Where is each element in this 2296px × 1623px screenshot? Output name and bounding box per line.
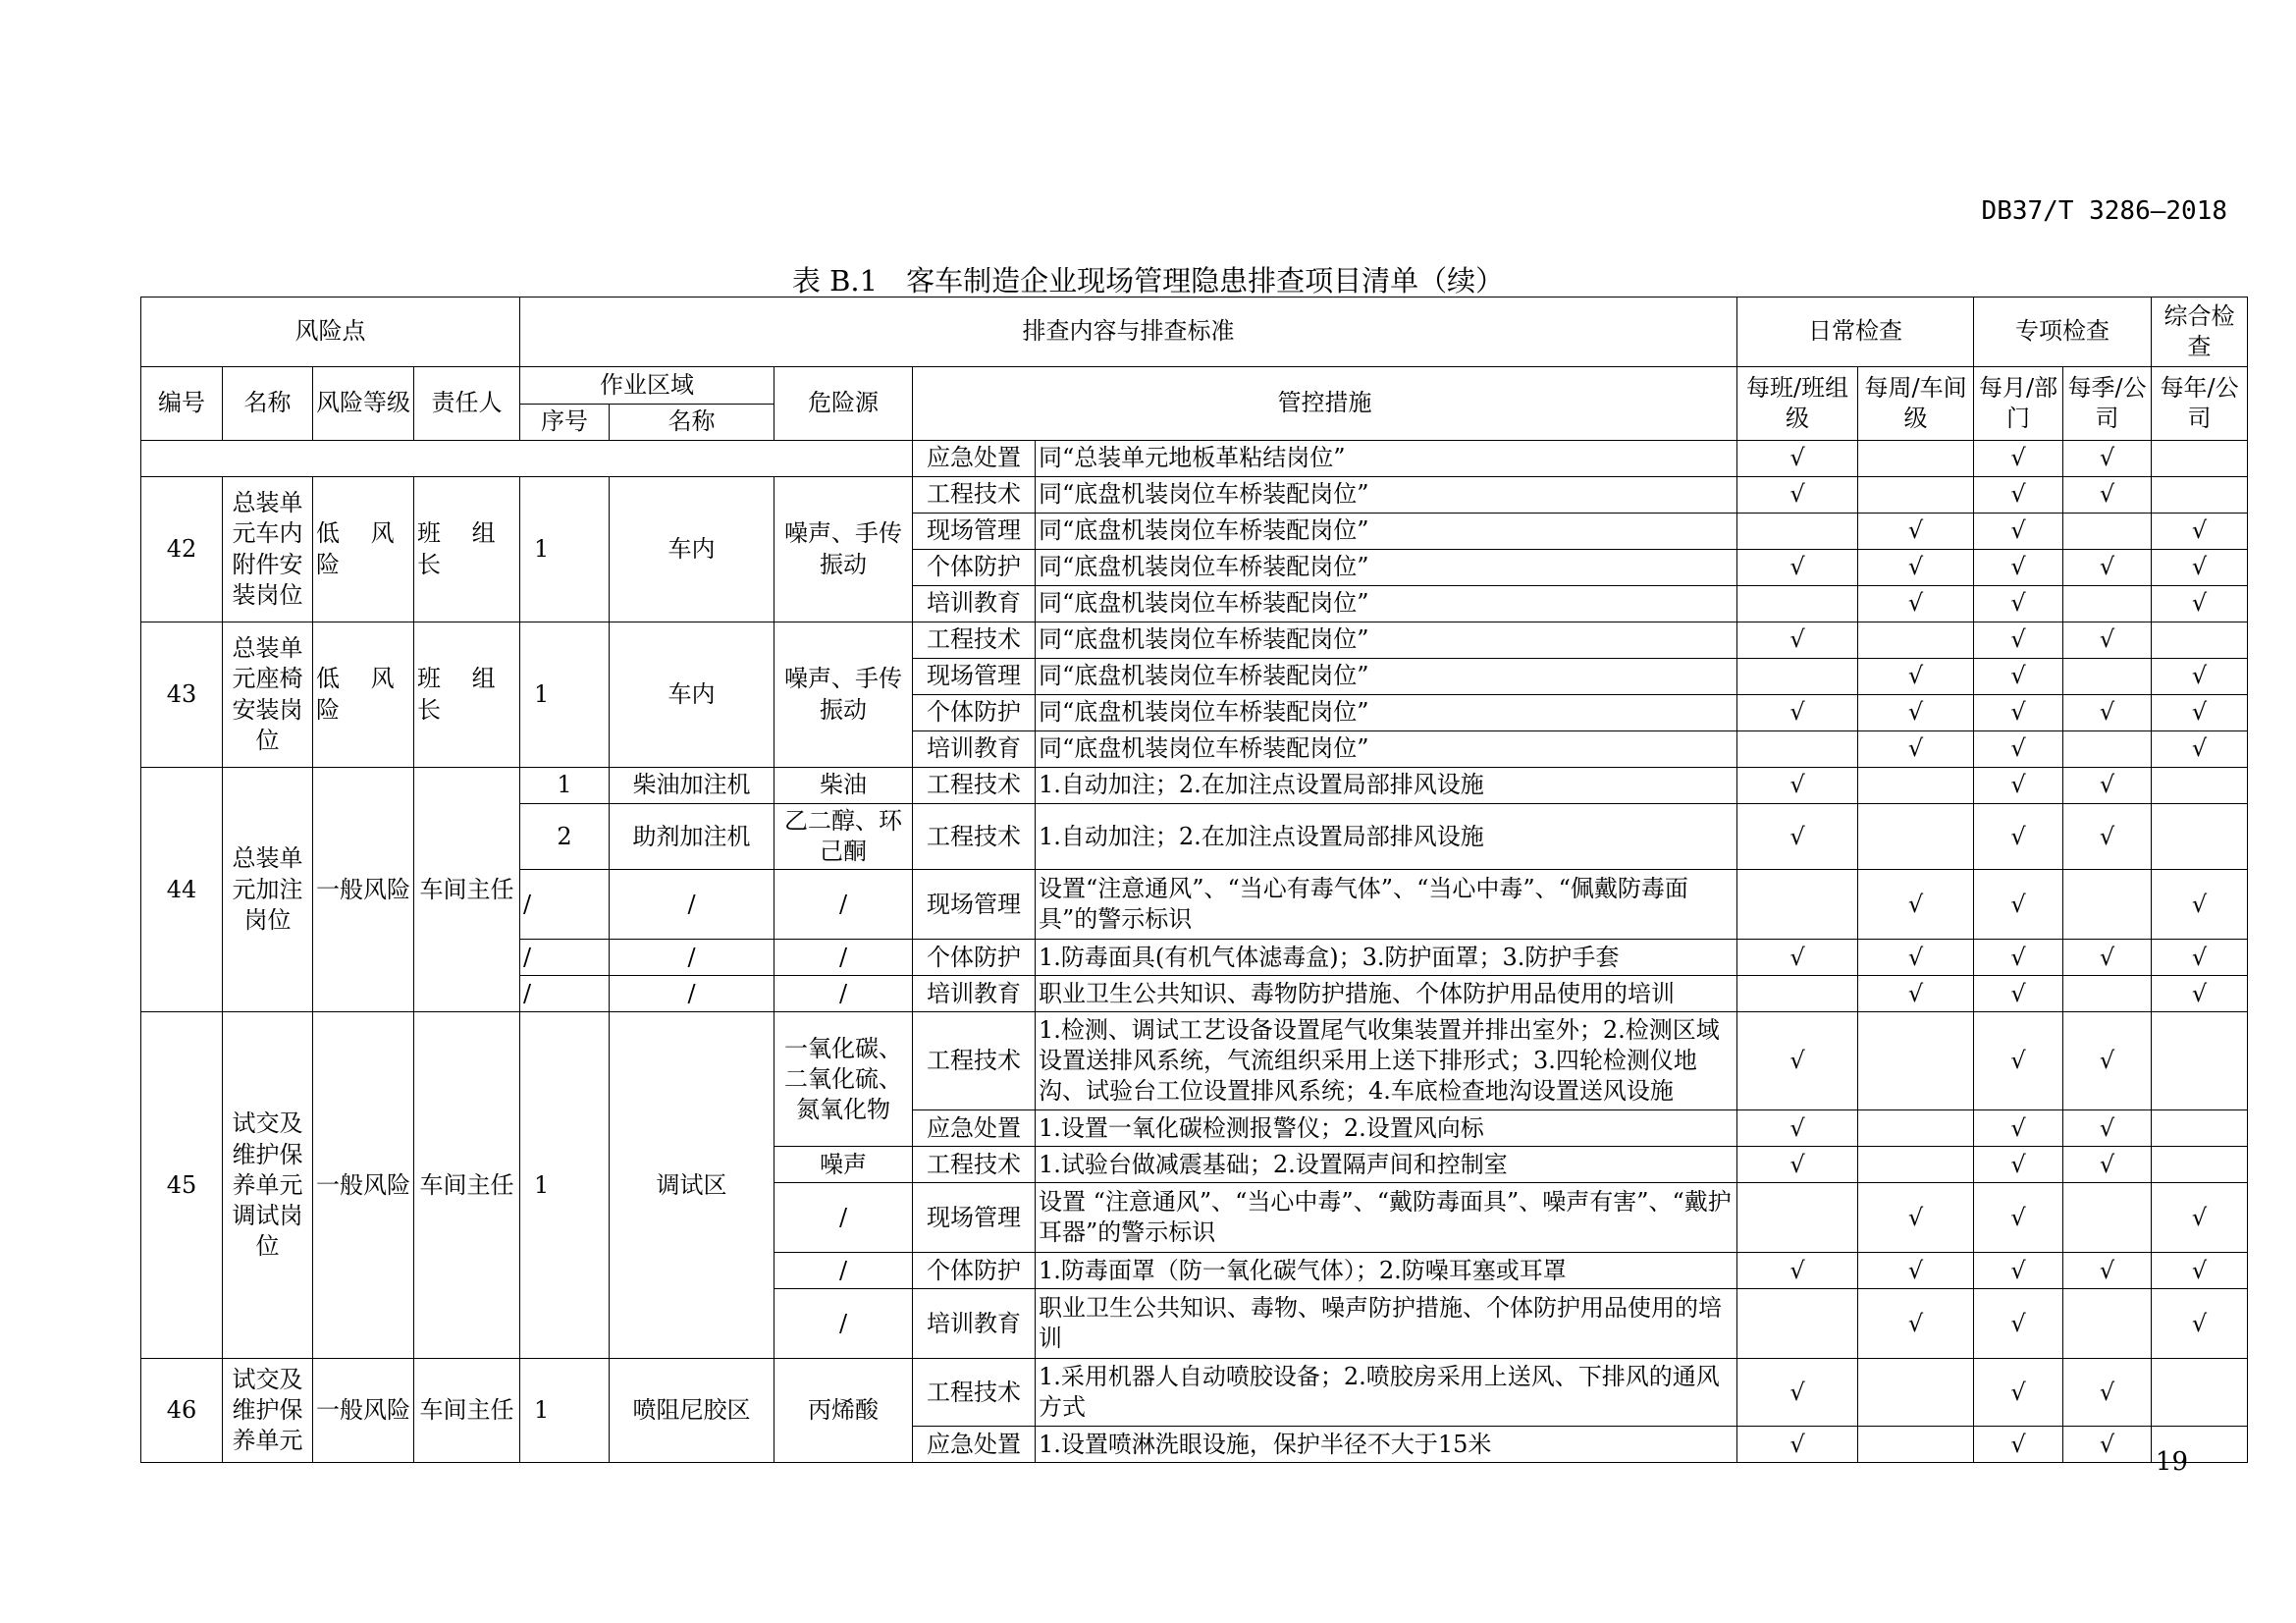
area-name: 喷阻尼胶区 [610, 1359, 774, 1463]
table-row [141, 441, 2248, 477]
header-per-month: 每月/部门 [1974, 367, 2063, 441]
check-cell: √ [1737, 1012, 1858, 1110]
check-cell: √ [2063, 1427, 2152, 1463]
check-cell: √ [1858, 1183, 1974, 1253]
hazard-source: 柴油 [774, 768, 913, 804]
measure-text: 1.设置一氧化碳检测报警仪；2.设置风向标 [1036, 1110, 1737, 1147]
table-row [141, 1012, 2248, 1110]
check-cell: √ [1737, 804, 1858, 870]
measure-type: 培训教育 [913, 731, 1036, 768]
check-cell [2152, 1110, 2248, 1147]
measure-type: 个体防护 [913, 1253, 1036, 1289]
check-cell: √ [1737, 940, 1858, 976]
check-cell: √ [1974, 1253, 2063, 1289]
check-cell [1858, 1359, 1974, 1427]
check-cell: √ [1974, 976, 2063, 1012]
check-cell: √ [2152, 695, 2248, 731]
responsible-person: 班 组 长 [414, 622, 520, 768]
responsible-person: 车间主任 [414, 768, 520, 1012]
measure-text: 1.防毒面具(有机气体滤毒盒)；3.防护面罩；3.防护手套 [1036, 940, 1737, 976]
measure-text: 同“底盘机装岗位车桥装配岗位” [1036, 550, 1737, 586]
check-cell: √ [2063, 1110, 2152, 1147]
check-cell [2152, 477, 2248, 514]
measure-text: 同“底盘机装岗位车桥装配岗位” [1036, 477, 1737, 514]
measure-text: 1.试验台做减震基础；2.设置隔声间和控制室 [1036, 1147, 1737, 1183]
check-cell: √ [1737, 441, 1858, 477]
measure-text: 同“底盘机装岗位车桥装配岗位” [1036, 514, 1737, 550]
check-cell: √ [2152, 659, 2248, 695]
measure-text: 同“底盘机装岗位车桥装配岗位” [1036, 659, 1737, 695]
check-cell: √ [1974, 804, 2063, 870]
check-cell: √ [1974, 695, 2063, 731]
area-seq: / [520, 870, 610, 940]
point-number: 46 [141, 1359, 223, 1463]
check-cell [2063, 1183, 2152, 1253]
check-cell [1858, 622, 1974, 659]
check-cell: √ [1974, 477, 2063, 514]
measure-text: 设置 “注意通风”、“当心中毒”、“戴防毒面具”、噪声有害”、“戴护耳器”的警示标识 [1036, 1183, 1737, 1253]
check-cell: √ [1858, 976, 1974, 1012]
measure-text: 同“底盘机装岗位车桥装配岗位” [1036, 586, 1737, 622]
check-cell [1858, 1012, 1974, 1110]
check-cell: √ [2152, 870, 2248, 940]
check-cell: √ [2152, 586, 2248, 622]
measure-text: 同“底盘机装岗位车桥装配岗位” [1036, 731, 1737, 768]
check-cell: √ [2063, 1147, 2152, 1183]
measure-type: 个体防护 [913, 695, 1036, 731]
area-name: / [610, 940, 774, 976]
check-cell [1858, 1147, 1974, 1183]
area-seq: / [520, 940, 610, 976]
area-name: / [610, 976, 774, 1012]
point-number: 45 [141, 1012, 223, 1359]
check-cell [2152, 804, 2248, 870]
table-title: 表 B.1 客车制造企业现场管理隐患排查项目清单（续） [791, 264, 1505, 298]
check-cell: √ [2152, 514, 2248, 550]
responsible-person: 班 组 长 [414, 477, 520, 622]
point-name: 总装单元座椅安装岗位 [223, 622, 313, 768]
check-cell: √ [2063, 441, 2152, 477]
check-cell: √ [2063, 768, 2152, 804]
measure-text: 同“底盘机装岗位车桥装配岗位” [1036, 695, 1737, 731]
header-comprehensive-check: 综合检查 [2152, 298, 2248, 367]
check-cell: √ [1858, 550, 1974, 586]
check-cell: √ [1858, 1253, 1974, 1289]
measure-type: 个体防护 [913, 550, 1036, 586]
measure-text: 1.防毒面罩（防一氧化碳气体）；2.防噪耳塞或耳罩 [1036, 1253, 1737, 1289]
check-cell [1737, 870, 1858, 940]
measure-type: 工程技术 [913, 1147, 1036, 1183]
check-cell [1737, 976, 1858, 1012]
check-cell: √ [1737, 695, 1858, 731]
check-cell: √ [1974, 1183, 2063, 1253]
document-code: DB37/T 3286—2018 [1981, 196, 2227, 226]
table-row [141, 477, 2248, 514]
check-cell [2152, 1147, 2248, 1183]
check-cell [1737, 731, 1858, 768]
check-cell [2063, 731, 2152, 768]
risk-level: 一般风险 [313, 1359, 414, 1463]
page-number: 19 [2155, 1447, 2188, 1477]
check-cell: √ [1974, 870, 2063, 940]
check-cell: √ [2152, 1289, 2248, 1359]
header-daily-check: 日常检查 [1737, 298, 1974, 367]
header-row-2 [141, 367, 2248, 405]
header-special-check: 专项检查 [1974, 298, 2152, 367]
check-cell [2063, 514, 2152, 550]
check-cell: √ [1974, 1289, 2063, 1359]
measure-type: 现场管理 [913, 870, 1036, 940]
area-seq: / [520, 976, 610, 1012]
check-cell: √ [2063, 477, 2152, 514]
risk-level: 一般风险 [313, 1012, 414, 1359]
point-name: 总装单元车内附件安装岗位 [223, 477, 313, 622]
check-cell: √ [2152, 940, 2248, 976]
risk-level: 低 风 险 [313, 477, 414, 622]
measure-text: 职业卫生公共知识、毒物防护措施、个体防护用品使用的培训 [1036, 976, 1737, 1012]
measure-text: 1.采用机器人自动喷胶设备；2.喷胶房采用上送风、下排风的通风方式 [1036, 1359, 1737, 1427]
header-work-area: 作业区域 [520, 367, 774, 405]
check-cell: √ [2152, 1253, 2248, 1289]
header-hazard-source: 危险源 [774, 367, 913, 441]
check-cell: √ [1974, 940, 2063, 976]
header-inspection-content: 排查内容与排查标准 [520, 298, 1737, 367]
area-seq: 1 [520, 768, 610, 804]
check-cell: √ [1974, 586, 2063, 622]
hazard-source: 乙二醇、环己酮 [774, 804, 913, 870]
area-name: 调试区 [610, 1012, 774, 1359]
hazard-checklist-table [140, 297, 2248, 1463]
check-cell [1858, 1110, 1974, 1147]
area-name: / [610, 870, 774, 940]
table-row [141, 1359, 2248, 1427]
measure-type: 培训教育 [913, 976, 1036, 1012]
header-risk-level: 风险等级 [313, 367, 414, 441]
check-cell [1737, 1183, 1858, 1253]
check-cell: √ [1858, 659, 1974, 695]
header-name: 名称 [223, 367, 313, 441]
measure-type: 现场管理 [913, 1183, 1036, 1253]
check-cell [1737, 1289, 1858, 1359]
check-cell: √ [1974, 1427, 2063, 1463]
measure-text: 1.自动加注；2.在加注点设置局部排风设施 [1036, 804, 1737, 870]
check-cell: √ [1737, 1427, 1858, 1463]
measure-text: 1.设置喷淋洗眼设施，保护半径不大于15米 [1036, 1427, 1737, 1463]
measure-type: 培训教育 [913, 1289, 1036, 1359]
check-cell [2152, 1012, 2248, 1110]
area-seq: 2 [520, 804, 610, 870]
check-cell: √ [1737, 1359, 1858, 1427]
responsible-person: 车间主任 [414, 1012, 520, 1359]
check-cell [1858, 1427, 1974, 1463]
header-per-week: 每周/车间级 [1858, 367, 1974, 441]
check-cell [2152, 441, 2248, 477]
check-cell: √ [1737, 622, 1858, 659]
area-name: 车内 [610, 622, 774, 768]
check-cell: √ [1858, 514, 1974, 550]
measure-text: 同“总装单元地板革粘结岗位” [1036, 441, 1737, 477]
check-cell: √ [1858, 731, 1974, 768]
check-cell [1737, 514, 1858, 550]
check-cell: √ [1858, 586, 1974, 622]
check-cell [2152, 622, 2248, 659]
check-cell: √ [2063, 804, 2152, 870]
point-number: 43 [141, 622, 223, 768]
risk-level: 一般风险 [313, 768, 414, 1012]
check-cell [2063, 1289, 2152, 1359]
measure-type: 工程技术 [913, 1359, 1036, 1427]
header-responsible: 责任人 [414, 367, 520, 441]
check-cell [2063, 659, 2152, 695]
measure-text: 1.检测、调试工艺设备设置尾气收集装置并排出室外；2.检测区域设置送排风系统，气流组织采用上送下排形式；3.四轮检测仪地沟、试验台工位设置排风系统；4.车底检查地沟设置送风设施 [1036, 1012, 1737, 1110]
hazard-source: / [774, 940, 913, 976]
table-row [141, 622, 2248, 659]
point-name: 总装单元加注岗位 [223, 768, 313, 1012]
hazard-source: 噪声 [774, 1147, 913, 1183]
measure-type: 工程技术 [913, 768, 1036, 804]
measure-type: 现场管理 [913, 659, 1036, 695]
check-cell: √ [1858, 695, 1974, 731]
area-name: 车内 [610, 477, 774, 622]
check-cell: √ [2063, 940, 2152, 976]
header-per-quarter: 每季/公司 [2063, 367, 2152, 441]
check-cell: √ [2063, 695, 2152, 731]
check-cell: √ [2063, 622, 2152, 659]
measure-text: 职业卫生公共知识、毒物、噪声防护措施、个体防护用品使用的培训 [1036, 1289, 1737, 1359]
hazard-source: 噪声、手传振动 [774, 622, 913, 768]
check-cell: √ [1974, 441, 2063, 477]
header-number: 编号 [141, 367, 223, 441]
point-name: 试交及维护保养单元 [223, 1359, 313, 1463]
area-seq: 1 [520, 622, 610, 768]
check-cell: √ [2152, 976, 2248, 1012]
check-cell: √ [1737, 1253, 1858, 1289]
header-area-name: 名称 [610, 404, 774, 441]
check-cell: √ [1974, 731, 2063, 768]
measure-text: 设置“注意通风”、“当心有毒气体”、“当心中毒”、“佩戴防毒面具”的警示标识 [1036, 870, 1737, 940]
risk-level: 低 风 险 [313, 622, 414, 768]
check-cell: √ [2063, 550, 2152, 586]
hazard-source: 噪声、手传振动 [774, 477, 913, 622]
measure-text: 同“底盘机装岗位车桥装配岗位” [1036, 622, 1737, 659]
check-cell [1858, 804, 1974, 870]
check-cell: √ [1974, 514, 2063, 550]
check-cell: √ [2152, 550, 2248, 586]
check-cell: √ [1858, 870, 1974, 940]
check-cell [1858, 441, 1974, 477]
header-per-year: 每年/公司 [2152, 367, 2248, 441]
check-cell: √ [1737, 1110, 1858, 1147]
continued-blank [141, 441, 913, 477]
measure-type: 应急处置 [913, 1427, 1036, 1463]
measure-type: 应急处置 [913, 441, 1036, 477]
measure-type: 工程技术 [913, 804, 1036, 870]
measure-type: 工程技术 [913, 477, 1036, 514]
check-cell: √ [1974, 550, 2063, 586]
area-seq: 1 [520, 1012, 610, 1359]
check-cell: √ [1974, 1012, 2063, 1110]
check-cell [2152, 1359, 2248, 1427]
hazard-source: / [774, 1253, 913, 1289]
area-seq: 1 [520, 477, 610, 622]
hazard-source: / [774, 1289, 913, 1359]
area-seq: 1 [520, 1359, 610, 1463]
check-cell: √ [1974, 1110, 2063, 1147]
check-cell: √ [1974, 768, 2063, 804]
check-cell: √ [2152, 1183, 2248, 1253]
table-row [141, 768, 2248, 804]
check-cell: √ [1737, 477, 1858, 514]
point-name: 试交及维护保养单元调试岗位 [223, 1012, 313, 1359]
measure-type: 个体防护 [913, 940, 1036, 976]
check-cell: √ [1974, 622, 2063, 659]
check-cell [1737, 586, 1858, 622]
check-cell: √ [2152, 731, 2248, 768]
measure-type: 现场管理 [913, 514, 1036, 550]
header-risk-point: 风险点 [141, 298, 520, 367]
area-name: 柴油加注机 [610, 768, 774, 804]
check-cell [1737, 659, 1858, 695]
header-row-1 [141, 298, 2248, 367]
check-cell [2063, 976, 2152, 1012]
check-cell: √ [1737, 768, 1858, 804]
check-cell: √ [2063, 1012, 2152, 1110]
check-cell [2152, 768, 2248, 804]
check-cell: √ [1858, 940, 1974, 976]
hazard-source: 一氧化碳、二氧化硫、氮氧化物 [774, 1012, 913, 1147]
header-seq: 序号 [520, 404, 610, 441]
responsible-person: 车间主任 [414, 1359, 520, 1463]
measure-type: 工程技术 [913, 622, 1036, 659]
measure-type: 工程技术 [913, 1012, 1036, 1110]
header-control-measures: 管控措施 [913, 367, 1737, 441]
hazard-source: 丙烯酸 [774, 1359, 913, 1463]
check-cell: √ [1737, 550, 1858, 586]
check-cell: √ [1737, 1147, 1858, 1183]
check-cell: √ [1858, 1289, 1974, 1359]
point-number: 44 [141, 768, 223, 1012]
check-cell [2063, 586, 2152, 622]
check-cell: √ [1974, 1147, 2063, 1183]
header-per-shift: 每班/班组级 [1737, 367, 1858, 441]
check-cell: √ [2063, 1253, 2152, 1289]
measure-type: 应急处置 [913, 1110, 1036, 1147]
hazard-source: / [774, 976, 913, 1012]
hazard-source: / [774, 1183, 913, 1253]
hazard-source: / [774, 870, 913, 940]
measure-type: 培训教育 [913, 586, 1036, 622]
area-name: 助剂加注机 [610, 804, 774, 870]
check-cell: √ [1974, 1359, 2063, 1427]
check-cell [2063, 870, 2152, 940]
point-number: 42 [141, 477, 223, 622]
check-cell: √ [2063, 1359, 2152, 1427]
check-cell [1858, 768, 1974, 804]
check-cell: √ [1974, 659, 2063, 695]
measure-text: 1.自动加注；2.在加注点设置局部排风设施 [1036, 768, 1737, 804]
check-cell [1858, 477, 1974, 514]
